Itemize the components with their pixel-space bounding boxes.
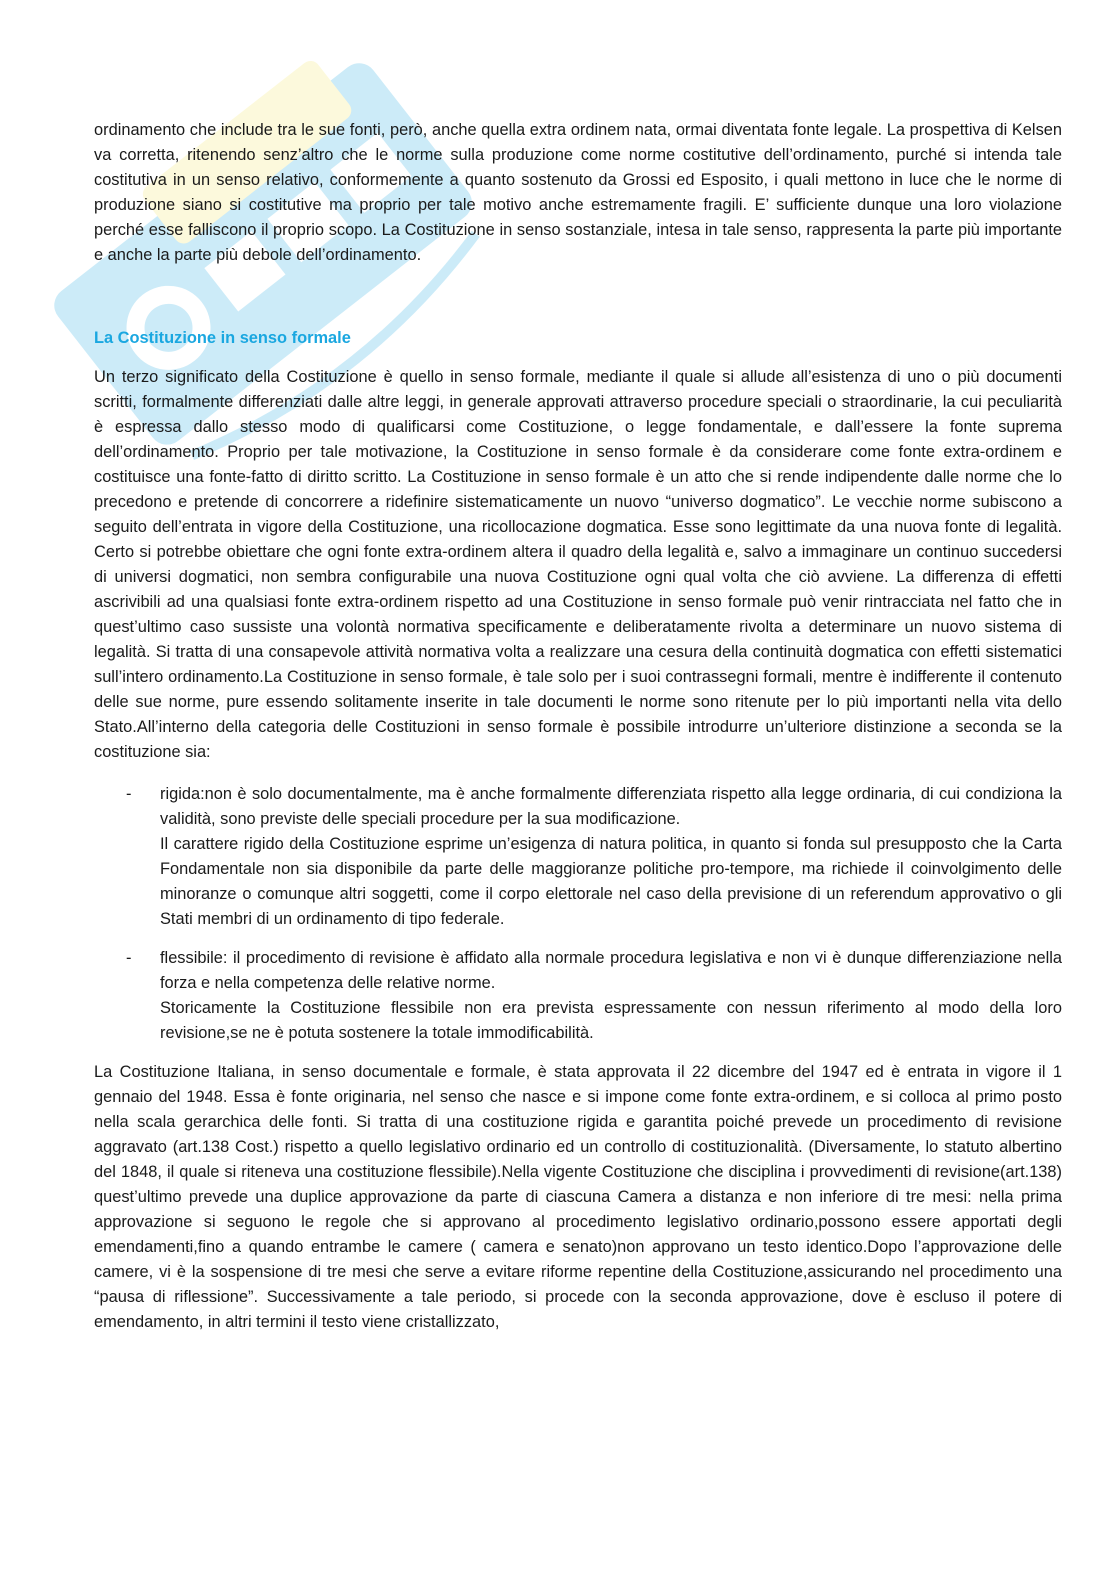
list-item-flessibile xyxy=(94,946,1062,1046)
list-item-detail: Il carattere rigido della Costituzione esprime un’esigenza di natura politica, in quanto si fonda sul presupposto che la Carta Fondamentale non sia disponibile da parte delle maggioranze politiche pro-tempore, ma richiede il coinvolgimento delle minoranze o comunque altri soggetti, come il corpo elettorale nel caso della previsione di un referendum approvativo o gli Stati membri di un ordinamento di tipo federale. xyxy=(160,835,1062,928)
list-item-detail: Storicamente la Costituzione flessibile non era prevista espressamente con nessun riferimento al modo della loro revisione,se ne è potuta sostenere la totale immodificabilità. xyxy=(160,999,1062,1042)
document-page xyxy=(94,118,1062,1335)
list-item-lead: flessibile: il procedimento di revisione è affidato alla normale procedura legislativa e non vi è dunque differenziazione nella forza e nella competenza delle relative norme. xyxy=(160,949,1062,992)
intro-paragraph: ordinamento che include tra le sue fonti, però, anche quella extra ordinem nata, ormai diventata fonte legale. La prospettiva di Kelsen va corretta, ritenendo senz’altro che le norme sulla produzione come norme costitutive dell’ordinamento, purché si intenda tale costitutiva in un senso relativo, conformemente a quanto sostenuto da Grossi ed Esposito, i quali mettono in luce che le norme di produzione siano si costitutive ma proprio per tale motivo anche estremamente fragili. E’ sufficiente dunque una loro violazione perché esse falliscono il proprio scopo. La Costituzione in senso sostanziale, intesa in tale senso, rappresenta la parte più importante e anche la parte più debole dell’ordinamento. xyxy=(94,121,1062,264)
section-paragraph-2: La Costituzione Italiana, in senso documentale e formale, è stata approvata il 22 dicembre del 1947 ed è entrata in vigore il 1 gennaio del 1948. Essa è fonte originaria, nel senso che nasce e si impone come fonte extra-ordinem, e si colloca al primo posto nella scala gerarchica delle fonti. Si tratta di una costituzione rigida e garantita poiché prevede un procedimento di revisione aggravato (art.138 Cost.) rispetto a quello legislativo ordinario ed un controllo di costituzionalità. (Diversamente, lo statuto albertino del 1848, il quale si riteneva una costituzione flessibile).Nella vigente Costituzione che disciplina i provvedimenti di revisione(art.138) quest’ultimo prevede una duplice approvazione da parte di ciascuna Camera a distanza e non inferiore di tre mesi: nella prima approvazione si seguono le regole che si approvano al procedimento legislativo ordinario,possono essere apportati degli emendamenti,fino a quando entrambe le camere ( camera e senato)non approvano un testo identico.Dopo l’approvazione delle camere, vi è la sospensione di tre mesi che serve a evitare riforme repentine della Costituzione,assicurando nel procedimento una “pausa di riflessione”. Successivamente a tale periodo, si procede con la seconda approvazione, dove è escluso il potere di emendamento, in altri termini il testo viene cristallizzato, xyxy=(94,1063,1062,1331)
list-item-lead: rigida:non è solo documentalmente, ma è anche formalmente differenziata rispetto alla legge ordinaria, di cui condiziona la validità, sono previste delle speciali procedure per la sua modificazione. xyxy=(160,785,1062,828)
list-item-rigida xyxy=(94,782,1062,932)
section-paragraph-1: Un terzo significato della Costituzione è quello in senso formale, mediante il quale si allude all’esistenza di uno o più documenti scritti, formalmente differenziati dalle altre leggi, in generale approvati attraverso procedure speciali o straordinarie, la cui peculiarità è espressa dallo stesso modo di qualificarsi come Costituzione, o legge fondamentale, e dall’essere la fonte suprema dell’ordinamento. Proprio per tale motivazione, la Costituzione in senso formale è da considerare come fonte extra-ordinem e costituisce una fonte-fatto di diritto scritto. La Costituzione in senso formale è un atto che si rende indipendente dalle norme che lo precedono e pretende di concorrere a ridefinire sistematicamente un nuovo “universo dogmatico”. Le vecchie norme subiscono a seguito dell’entrata in vigore della Costituzione, una ricollocazione dogmatica. Esse sono legittimate da una nuova fonte di legalità. Certo si potrebbe obiettare che ogni fonte extra-ordinem altera il quadro della legalità e, salvo a immaginare un continuo succedersi di universi dogmatici, non sembra configurabile una nuova Costituzione ogni qual volta che ciò avviene. La differenza di effetti ascrivibili ad una qualsiasi fonte extra-ordinem rispetto ad una Costituzione in senso formale può venir rintracciata nel fatto che in quest’ultimo caso sussiste una volontà normativa specificamente e deliberatamente rivolta a determinare un nuovo sistema di legalità. Si tratta di una consapevole attività normativa volta a realizzare una cesura della continuità dogmatica con effetti sistematici sull’intero ordinamento.La Costituzione in senso formale, è tale solo per i suoi contrassegni formali, mentre è indifferente il contenuto delle sue norme, pure essendo solitamente inserite in tale documenti le norme sono ritenute per lo più importanti nella vita dello Stato.All’interno della categoria delle Costituzioni in senso formale è possibile introdurre un’ulteriore distinzione a seconda se la costituzione sia: xyxy=(94,368,1062,761)
section-heading: La Costituzione in senso formale xyxy=(94,329,351,347)
constitution-types-list xyxy=(94,782,1062,1046)
list-bullet: - xyxy=(126,949,132,967)
list-bullet: - xyxy=(126,785,132,803)
